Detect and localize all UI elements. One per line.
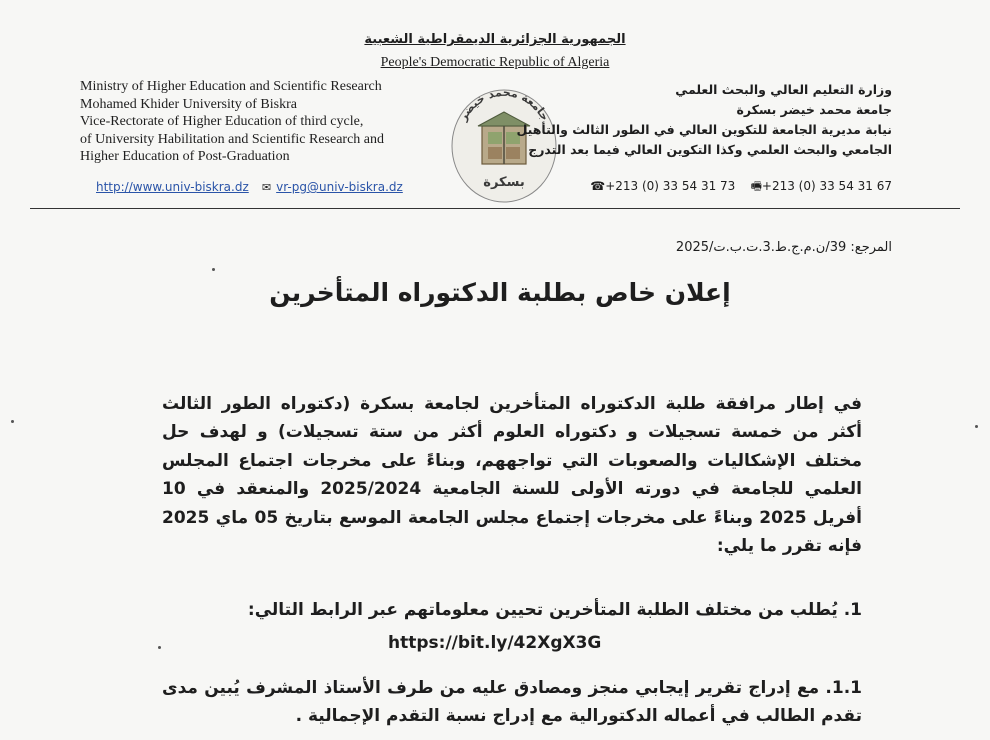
vice-rectorate-line-ar: نيابة مديرية الجامعة للتكوين العالي في الطور الثالث والتأهيل	[516, 122, 892, 137]
contacts-english	[96, 176, 411, 195]
list-item-1: 1. يُطلب من مختلف الطلبة المتأخرين تحيين معلوماتهم عبر الرابط التالي:	[247, 600, 862, 620]
intro-paragraph: في إطار مرافقة طلبة الدكتوراه المتأخرين لجامعة بسكرة (دكتوراه الطور الثالث أكثر من خمسة تسجيلات و دكتوراه العلوم أكثر من ستة تسجيلات) و لهدف حل مختلف الإشكاليات والصعوبات التي تواجههم، وبناءً على مخرجات اجتماع المجلس العلمي للجامعة في دورته الأولى للسنة الجامعية 2025/2024 والمنعقد في 10 أفريل 2025 وبناءً على مخرجات إجتماع مجلس الجامعة الموسع بتاريخ 05 ماي 2025 فإنه تقرر ما يلي:	[162, 394, 863, 557]
logo-top-text: جامعة محمد خيضر	[456, 86, 552, 124]
scan-speck	[975, 425, 978, 428]
header-divider	[30, 208, 960, 209]
fax-icon: 🖷	[750, 179, 762, 193]
vice-rectorate-line: of University Habilitation and Scientific Research and	[80, 131, 385, 147]
logo-bottom-text: بسكرة	[483, 175, 525, 190]
vice-rectorate-line: Higher Education of Post-Graduation	[80, 149, 290, 164]
ministry-block-english	[80, 78, 440, 166]
ministry-line: Ministry of Higher Education and Scientific Research	[80, 79, 382, 94]
university-line: Mohamed Khider University of Biskra	[80, 96, 297, 112]
ministry-line-ar: وزارة التعليم العالي والبحث العلمي	[675, 82, 892, 97]
scan-speck	[158, 646, 161, 649]
country-name-english: People's Democratic Republic of Algeria	[380, 55, 610, 70]
update-info-link[interactable]: https://bit.ly/42XgX3G	[388, 633, 602, 653]
announcement-title: إعلان خاص بطلبة الدكتوراه المتأخرين	[269, 278, 731, 307]
university-line-ar: جامعة محمد خيضر بسكرة	[736, 102, 892, 117]
website-link[interactable]: http://www.univ-biskra.dz	[96, 180, 249, 194]
scan-speck	[11, 420, 14, 423]
list-item-1-1: 1.1. مع إدراج تقرير إيجابي منجز ومصادق عليه من طرف الأستاذ المشرف يُبين مدى تقدم الطالب في أعماله الدكتورالية مع إدراج نسبة التقدم الإجمالية .	[162, 678, 862, 726]
email-link[interactable]: vr-pg@univ-biskra.dz	[276, 180, 403, 194]
country-name-arabic: الجمهورية الجزائرية الديمقراطية الشعبية	[364, 32, 626, 47]
fax-number: +213 (0) 33 54 31 67	[761, 179, 892, 193]
vice-rectorate-line: Vice-Rectorate of Higher Education of third cycle,	[80, 114, 364, 129]
phone-number: +213 (0) 33 54 31 73	[605, 179, 736, 193]
reference-number: المرجع: 39/ن.م.ج.ط.3.ت.ب.ت/2025	[675, 240, 892, 255]
mail-icon: ✉	[261, 181, 272, 194]
ministry-block-arabic	[462, 80, 892, 160]
vice-rectorate-line-ar: الجامعي والبحث العلمي وكذا التكوين العالي فيما بعد التدرج	[528, 142, 892, 157]
scan-speck	[212, 268, 215, 271]
contacts-arabic	[590, 177, 892, 198]
phone-icon: ☎	[590, 179, 606, 193]
